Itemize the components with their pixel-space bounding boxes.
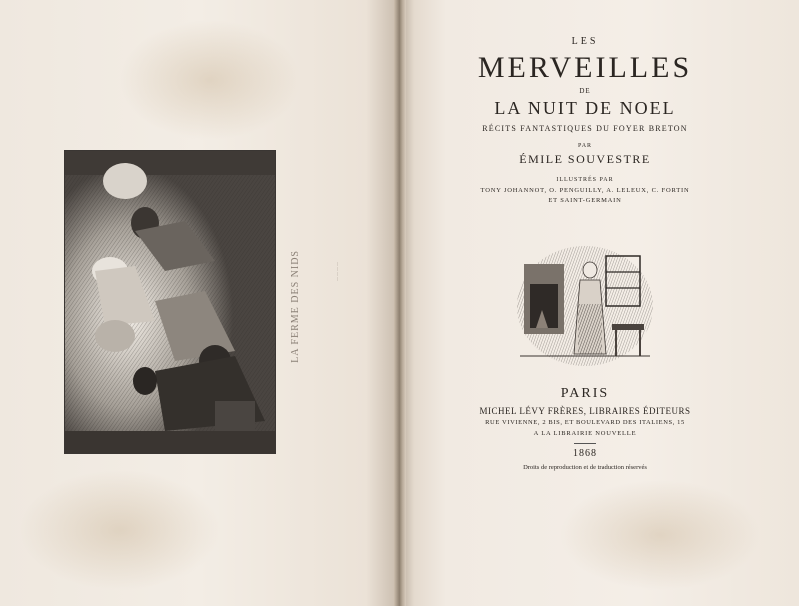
plate-caption: LA FERME DES NIDS	[290, 250, 301, 363]
by-label: PAR	[577, 143, 593, 149]
imprint-block	[470, 386, 700, 471]
book-subtitle: RÉCITS FANTASTIQUES DU FOYER BRETON	[482, 124, 688, 133]
paper-stain	[560, 480, 760, 590]
author-name: ÉMILE SOUVESTRE	[519, 152, 651, 166]
illustrators-line-2: ET SAINT-GERMAIN	[548, 197, 622, 204]
illustrators-line-1: TONY JOHANNOT, O. PENGUILLY, A. LELEUX, C. FORTIN	[480, 187, 690, 194]
book-title-main: MERVEILLES	[477, 51, 693, 84]
title-les: LES	[571, 36, 599, 47]
publisher-address: RUE VIVIENNE, 2 BIS, ET BOULEVARD DES ITALIENS, 15	[485, 419, 685, 426]
plate-imprint-line: — — — —	[334, 262, 339, 281]
imprint-city: PARIS	[560, 386, 610, 401]
title-block	[440, 36, 730, 206]
book-spine	[394, 0, 406, 606]
paper-stain	[20, 470, 220, 590]
divider-rule	[574, 443, 596, 444]
book-title-sub: LA NUIT DE NOEL	[494, 98, 676, 118]
title-de: DE	[579, 87, 591, 95]
illustrated-label: ILLUSTRÉS PAR	[556, 177, 614, 183]
paper-stain	[120, 20, 300, 140]
frontispiece-engraving	[64, 150, 276, 454]
publisher-name: MICHEL LÉVY FRÈRES, LIBRAIRES ÉDITEURS	[479, 406, 691, 416]
bookshop-name: A LA LIBRAIRIE NOUVELLE	[533, 430, 637, 437]
rights-notice: Droits de reproduction et de traduction réservés	[523, 464, 647, 471]
title-vignette-illustration	[516, 244, 654, 368]
publication-year: 1868	[573, 448, 597, 459]
